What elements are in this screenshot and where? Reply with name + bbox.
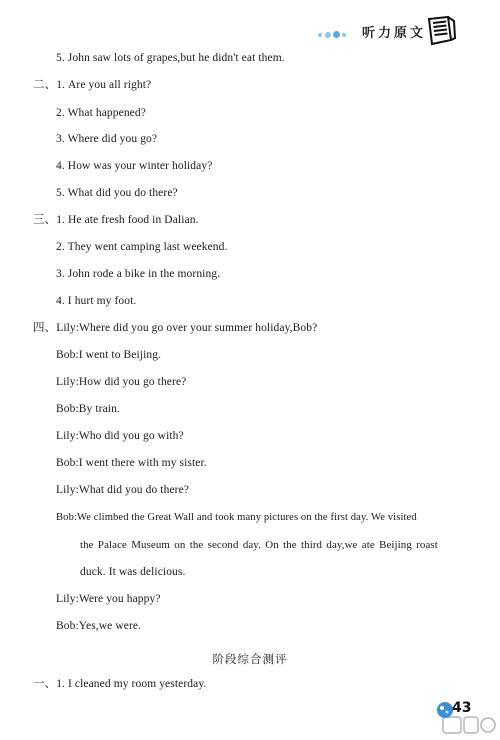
page-number: 43 xyxy=(452,700,472,716)
text-line: Bob:I went there with my sister. xyxy=(56,457,207,469)
header-title: 听力原文 xyxy=(362,26,427,41)
section-title: 阶段综合测评 xyxy=(212,652,288,666)
text-line: 4. I hurt my foot. xyxy=(56,295,137,307)
text-line: Bob:Yes,we were. xyxy=(56,620,142,632)
text-line: 4. How was your winter holiday? xyxy=(56,160,213,172)
page-header xyxy=(0,14,500,48)
text-line: 2. What happened? xyxy=(56,107,146,119)
text-line: 5. John saw lots of grapes,but he didn't eat them. xyxy=(56,52,285,64)
text-line: Lily:How did you go there? xyxy=(56,376,187,388)
text-line: 一、1. I cleaned my room yesterday. xyxy=(33,678,207,690)
decorative-dots xyxy=(318,31,348,39)
text-line: Bob:By train. xyxy=(56,403,120,415)
text-line: the Palace Museum on the second day. On the third day,we ate Beijing roast xyxy=(80,539,438,551)
watermark-logo xyxy=(442,715,498,737)
text-line: 四、Lily:Where did you go over your summer holiday,Bob? xyxy=(33,322,318,334)
text-line: Lily:Were you happy? xyxy=(56,593,161,605)
book-list-icon xyxy=(424,14,458,48)
text-line: 3. Where did you go? xyxy=(56,133,158,145)
text-line: 3. John rode a bike in the morning. xyxy=(56,268,221,280)
text-line: 5. What did you do there? xyxy=(56,187,178,199)
text-line: 三、1. He ate fresh food in Dalian. xyxy=(33,214,199,226)
text-line: Bob:I went to Beijing. xyxy=(56,349,162,361)
text-line: duck. It was delicious. xyxy=(80,566,186,578)
text-line: 2. They went camping last weekend. xyxy=(56,241,228,253)
text-line: 二、1. Are you all right? xyxy=(33,79,152,91)
text-line: Lily:Who did you go with? xyxy=(56,430,184,442)
text-line: Bob:We climbed the Great Wall and took many pictures on the first day. We visited xyxy=(56,512,417,523)
text-line: Lily:What did you do there? xyxy=(56,484,189,496)
